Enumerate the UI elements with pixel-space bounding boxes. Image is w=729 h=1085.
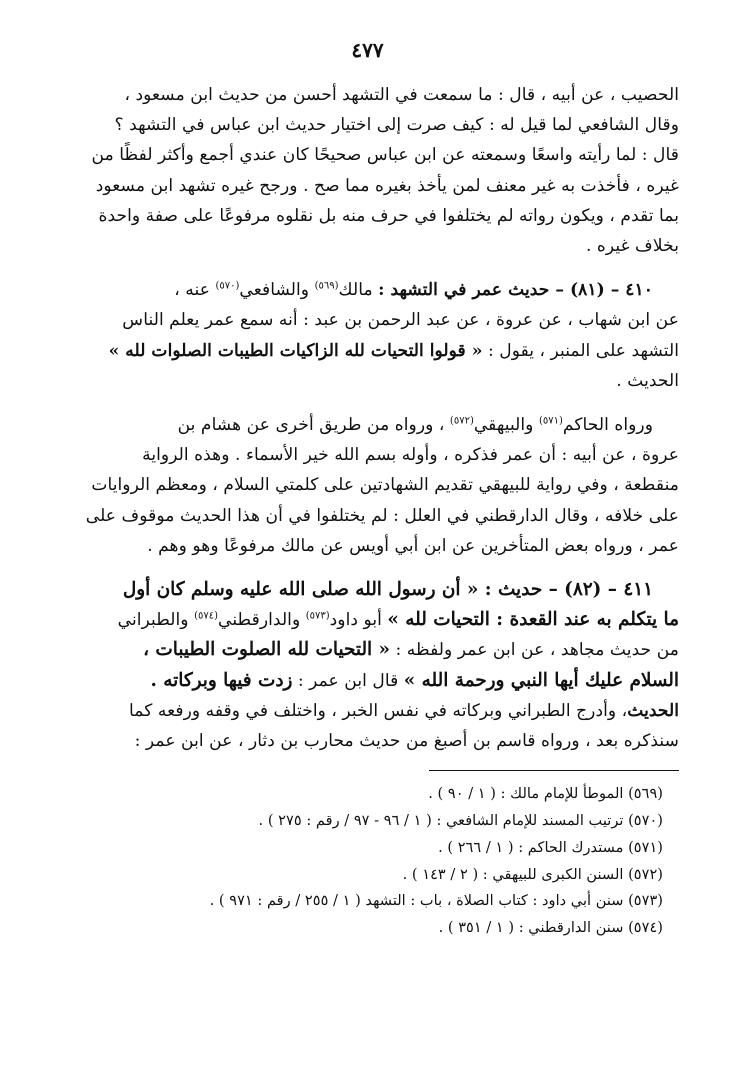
text-line: قال : لما رأيته واسعًا وسمعته عن ابن عباس صحيحًا كان عندي أجمع وأكثر لفظًا من — [91, 145, 679, 166]
footnote-ref[interactable]: (٥٧٣) — [305, 610, 330, 622]
text-fragment: والبيهقي — [473, 415, 539, 436]
footnote-570: (٥٧٠) ترتيب المسند للإمام الشافعي : ( ١ / ٩٦ - ٩٧ / رقم : ٢٧٥ ) . — [258, 812, 663, 830]
text-line: وقال الشافعي لما قيل له : كيف صرت إلى اختيار حديث ابن عباس في التشهد ؟ — [114, 115, 679, 136]
footnote-ref[interactable]: (٥٧٢) — [449, 415, 474, 427]
text-fragment: قال ابن عمر : — [292, 670, 404, 691]
hadith-quote: الحديث — [627, 700, 679, 721]
page-number: ٤٧٧ — [351, 38, 384, 62]
text-line: غيره ، فأخذت به غير معنف لمن يأخذ بغيره مما صح . ورجح غيره تشهد ابن مسعود — [95, 175, 679, 196]
hadith-quote: « التحيات لله الصلوت الطيبات ، — [143, 639, 391, 661]
text-line: الحصيب ، عن أبيه ، قال : ما سمعت في التشهد أحسن من حديث ابن مسعود ، — [124, 85, 679, 105]
main-text — [56, 80, 679, 756]
paragraph-410-takhrij — [56, 410, 679, 561]
footnote-ref[interactable]: (٥٦٩) — [314, 280, 339, 292]
text-fragment: التشهد على المنبر ، يقول : — [482, 340, 679, 361]
hadith-quote: ما يتكلم به عند القعدة : التحيات لله » — [387, 609, 679, 631]
text-line: بما تقدم ، ويكون رواته لم يختلفوا في حرف منه بل نقلوه مرفوعًا على صفة واحدة — [98, 205, 679, 226]
hadith-411 — [56, 575, 679, 756]
text-line: منقطعة ، وفي رواية للبيهقي تقديم الشهادتين على كلمتي السلام ، ومعظم الروايات — [91, 475, 679, 496]
source-tabarani: والطبراني — [117, 610, 195, 631]
text-line — [56, 666, 679, 696]
text-line — [56, 696, 679, 726]
hadith-quote: « قولوا التحيات لله الزاكيات الطيبات الصلوات لله » — [108, 340, 483, 361]
text-line: على خلافه ، وقال الدارقطني في العلل : لم يختلفوا في أن هذا الحديث موقوف على — [85, 505, 679, 526]
source-abu-dawud: أبو داود — [329, 610, 388, 631]
footnote-569: (٥٦٩) الموطأ للإمام مالك : ( ١ / ٩٠ ) . — [428, 785, 663, 803]
footnote-572: (٥٧٢) السنن الكبرى للبيهقي : ( ٢ / ١٤٣ ) . — [402, 865, 663, 883]
source-malik: مالك — [338, 280, 379, 301]
hadith-heading-line: ٤١١ – (٨٢) – حديث : « أن رسول الله صلى الله عليه وسلم كان أول — [122, 579, 653, 601]
footnote-ref[interactable]: (٥٧٠) — [215, 280, 240, 292]
hadith-heading-line — [56, 275, 679, 305]
footnotes — [56, 781, 679, 942]
text-line — [56, 605, 679, 635]
text-line: سنذكره بعد ، ورواه قاسم بن أصبغ من حديث محارب بن دثار ، عن ابن عمر : — [134, 731, 679, 752]
source-shafii: والشافعي — [239, 280, 315, 301]
paragraph-intro — [56, 80, 679, 261]
text-line — [56, 635, 679, 665]
text-fragment: ورواه الحاكم — [562, 415, 653, 436]
hadith-quote: السلام عليك أيها النبي ورحمة الله » — [403, 669, 679, 691]
footnote-573: (٥٧٣) سنن أبي داود : كتاب الصلاة ، باب : التشهد ( ١ / ٢٥٥ / رقم : ٩٧١ ) . — [209, 892, 663, 910]
text-line: عمر ، ورواه بعض المتأخرين عن ابن أبي أويس عن مالك مرفوعًا وهو وهم . — [147, 535, 679, 556]
text-fragment: عنه ، — [174, 280, 216, 301]
text-fragment: من حديث مجاهد ، عن ابن عمر ولفظه : — [390, 640, 679, 661]
text-line — [56, 336, 679, 366]
text-line: عن ابن شهاب ، عن عروة ، عن عبد الرحمن بن عبد : أنه سمع عمر يعلم الناس — [122, 310, 679, 331]
text-line: عروة ، عن أبيه : أن عمر فذكره ، وأوله بسم الله خير الأسماء . وهذه الرواية — [142, 445, 679, 466]
hadith-quote: زدت فيها وبركاته . — [150, 669, 293, 691]
footnote-ref[interactable]: (٥٧٤) — [194, 610, 219, 622]
text-fragment: ، ورواه من طريق أخرى عن هشام بن — [177, 415, 450, 436]
text-fragment: ، وأدرج الطبراني وبركاته في نفس الخبر ، واختلف في وقفه ورفعه كما — [129, 700, 628, 721]
text-line: بخلاف غيره . — [585, 236, 679, 257]
hadith-410 — [56, 275, 679, 396]
footnote-divider — [429, 770, 679, 771]
footnote-574: (٥٧٤) سنن الدارقطني : ( ١ / ٣٥١ ) . — [438, 919, 663, 937]
hadith-number: ٤١٠ – (٨١) – حديث عمر في التشهد : — [378, 280, 653, 301]
text-line: الحديث . — [616, 370, 679, 391]
footnote-571: (٥٧١) مستدرك الحاكم : ( ١ / ٢٦٦ ) . — [438, 838, 663, 856]
text-line — [56, 410, 679, 440]
footnote-ref[interactable]: (٥٧١) — [538, 415, 563, 427]
source-daraqutni: والدارقطني — [218, 610, 306, 631]
